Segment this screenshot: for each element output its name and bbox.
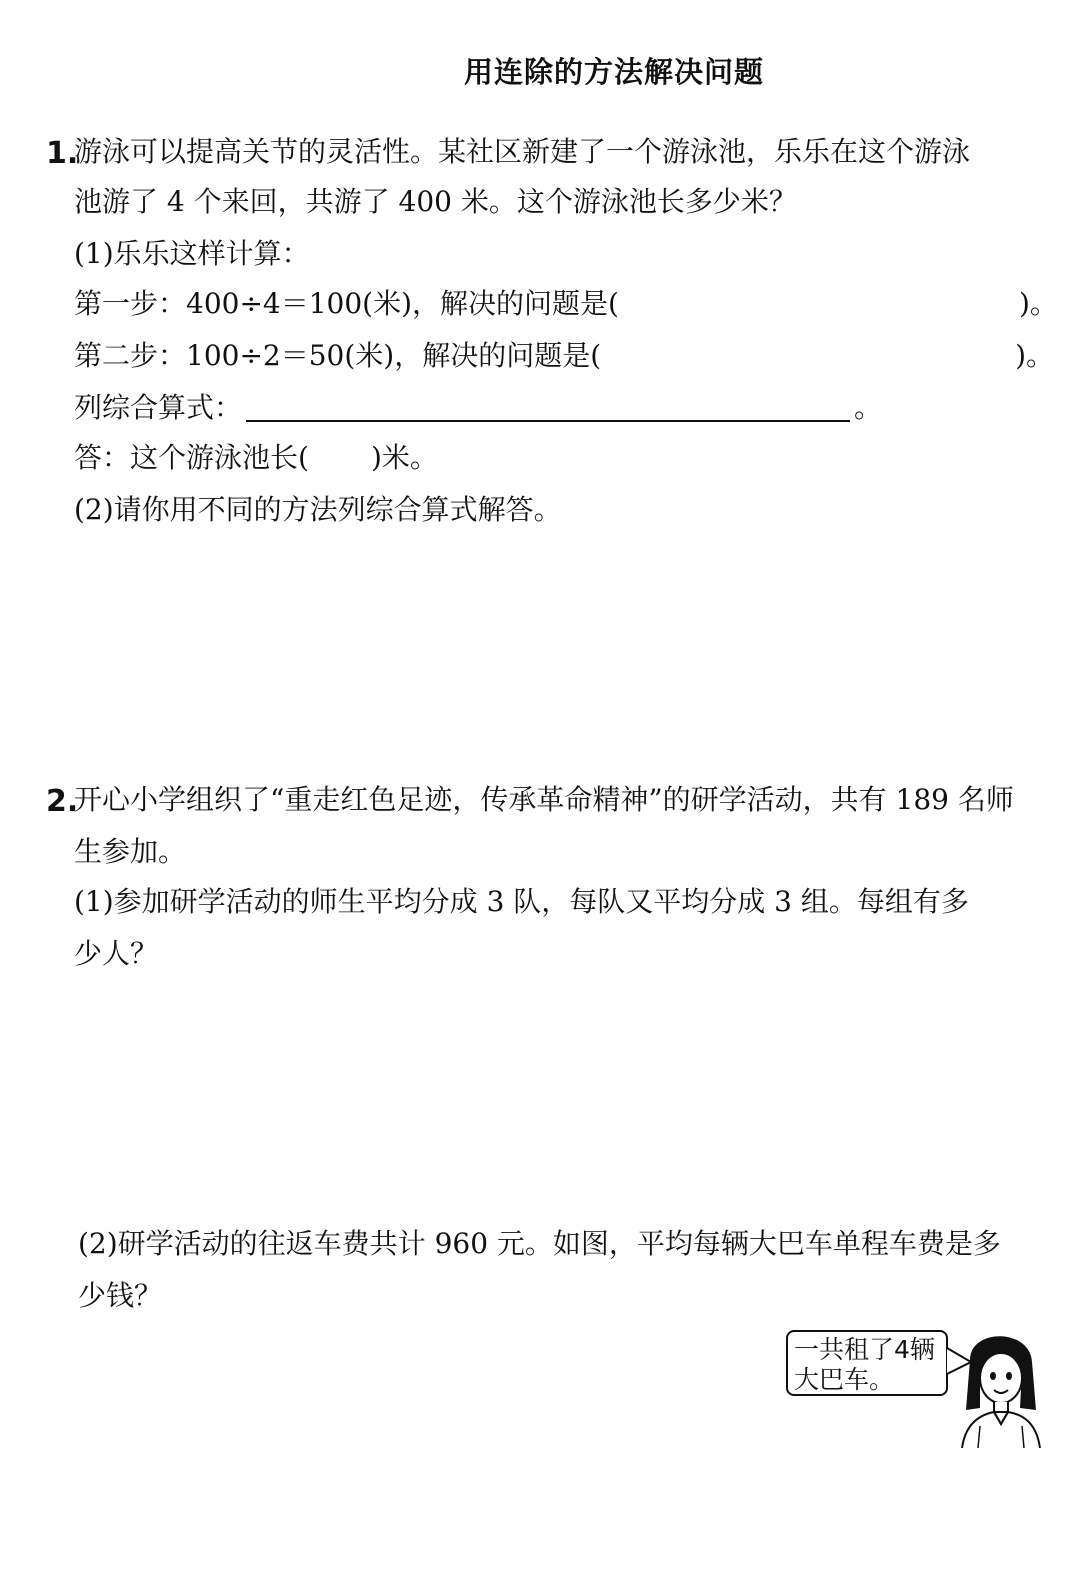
question-2-number: 2. [46, 784, 79, 819]
question-1-number: 1. [46, 136, 79, 171]
question-2-part-1-line-1: (1)参加研学活动的师生平均分成 3 队，每队又平均分成 3 组。每组有多 [74, 885, 969, 918]
question-1-text-line-1: 游泳可以提高关节的灵活性。某社区新建了一个游泳池，乐乐在这个游泳 [74, 135, 971, 168]
question-2-part-2-line-1: (2)研学活动的往返车费共计 960 元。如图，平均每辆大巴车单程车费是多 [78, 1227, 1001, 1260]
question-2-text-line-1: 开心小学组织了“重走红色足迹，传承革命精神”的研学活动，共有 189 名师 [74, 783, 1014, 816]
question-2-part-2-line-2: 少钱？ [78, 1279, 163, 1312]
step-1-row [74, 287, 1058, 320]
step-2-text: 第二步：100÷2＝50(米)，解决的问题是( [74, 339, 602, 372]
formula-end: 。 [854, 391, 883, 424]
speech-bubble-line-1: 一共租了4辆 [794, 1335, 935, 1364]
formula-answer-line[interactable] [246, 392, 850, 422]
formula-label: 列综合算式： [74, 391, 243, 424]
girl-illustration [940, 1320, 1060, 1450]
answer-suffix: )米。 [370, 441, 438, 474]
answer-row [74, 441, 438, 474]
step-1-text: 第一步：400÷4＝100(米)，解决的问题是( [74, 287, 619, 320]
answer-prefix: 答：这个游泳池长( [74, 441, 309, 474]
question-1-part-2-label: (2)请你用不同的方法列综合算式解答。 [74, 493, 562, 526]
question-2-part-1-line-2: 少人？ [74, 937, 159, 970]
question-1-part-1-label: (1)乐乐这样计算： [74, 237, 310, 270]
formula-row [74, 392, 882, 422]
speech-bubble-line-2: 大巴车。 [794, 1365, 895, 1394]
question-2-text-line-2: 生参加。 [74, 835, 187, 868]
step-2-row [74, 339, 1055, 372]
step-1-close: )。 [1018, 287, 1058, 320]
step-2-close: )。 [1015, 339, 1055, 372]
speech-bubble [786, 1330, 948, 1396]
question-1-text-line-2: 池游了 4 个来回，共游了 400 米。这个游泳池长多少米？ [74, 185, 797, 218]
worksheet-title: 用连除的方法解决问题 [463, 55, 764, 89]
